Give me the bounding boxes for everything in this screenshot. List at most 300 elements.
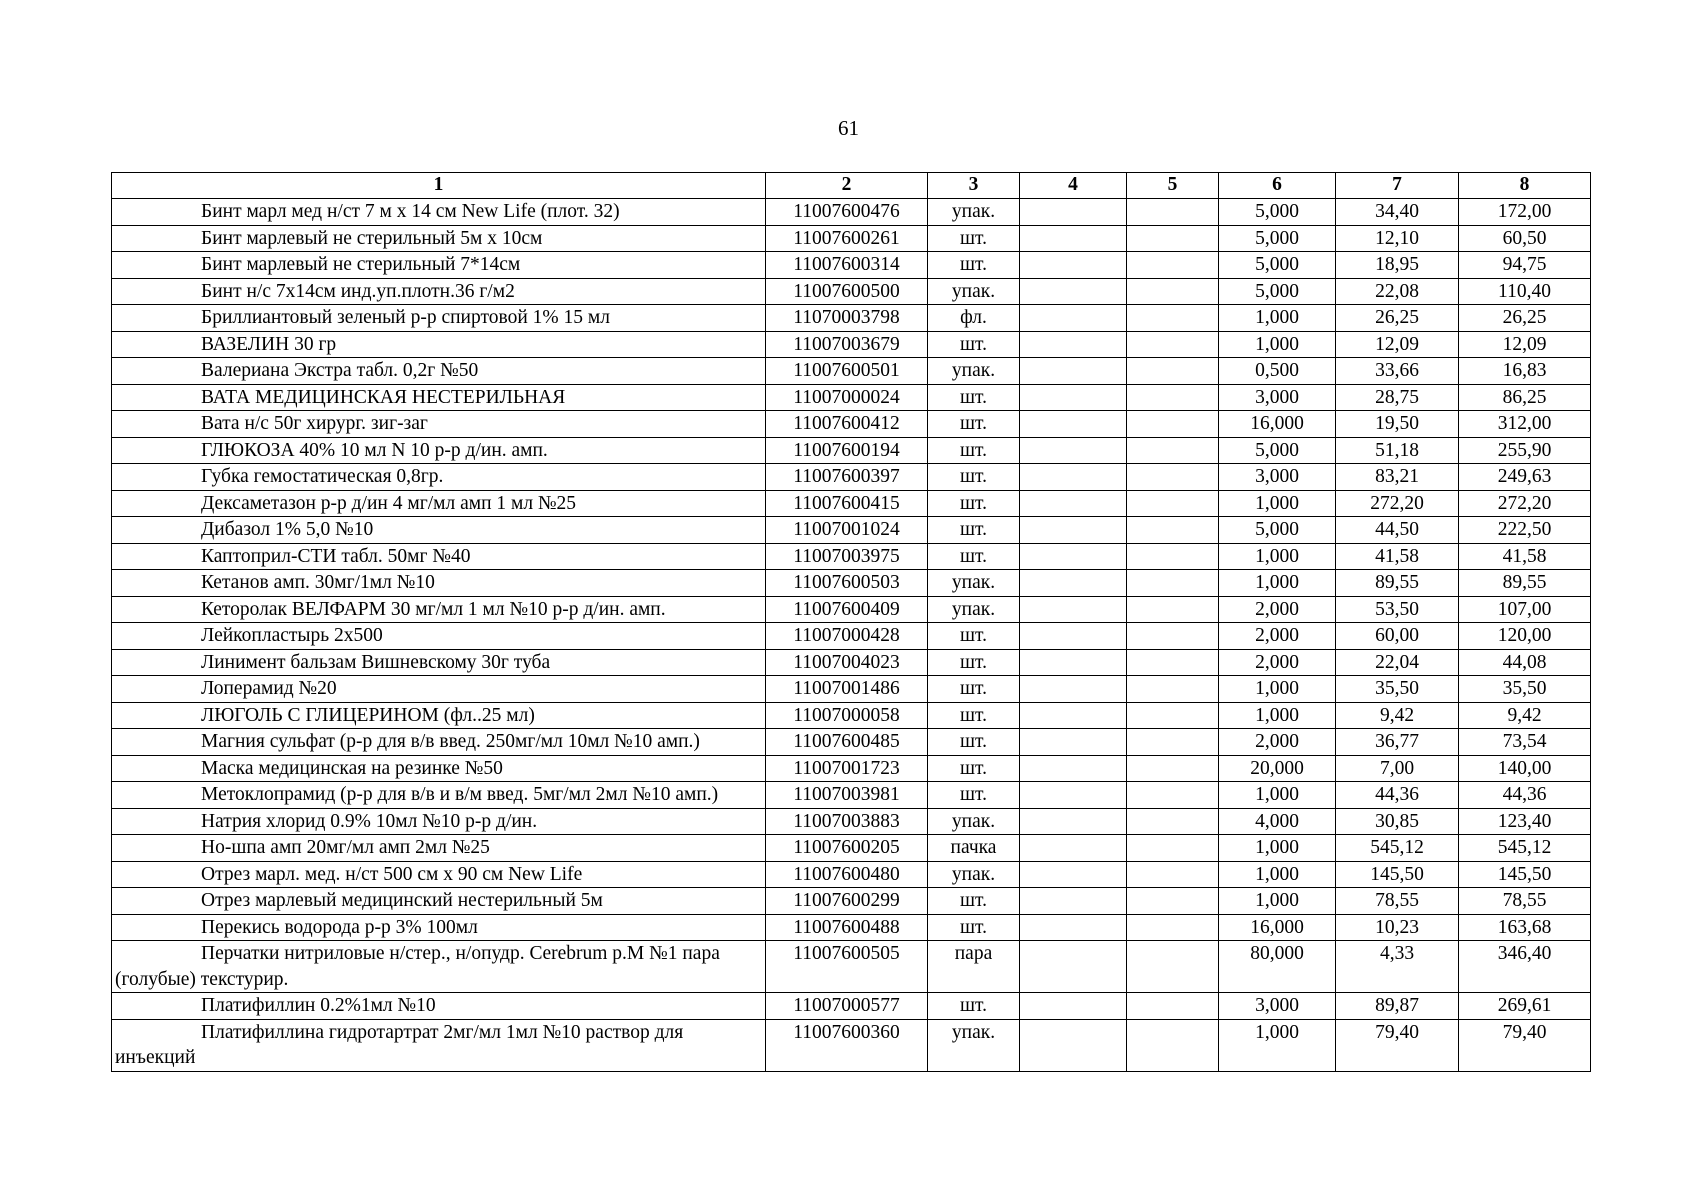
cell-col-4 — [1020, 331, 1127, 358]
column-header-8: 8 — [1459, 173, 1591, 199]
cell-sum: 35,50 — [1459, 676, 1591, 703]
cell-col-5 — [1127, 464, 1219, 491]
cell-item-name — [112, 993, 766, 1020]
cell-col-5 — [1127, 623, 1219, 650]
cell-unit: шт. — [928, 623, 1020, 650]
cell-item-name — [112, 676, 766, 703]
item-name-text: ЛЮГОЛЬ С ГЛИЦЕРИНОМ (фл..25 мл) — [201, 704, 535, 726]
cell-item-name — [112, 570, 766, 597]
cell-unit: шт. — [928, 384, 1020, 411]
cell-price: 79,40 — [1336, 1019, 1459, 1071]
cell-quantity: 1,000 — [1219, 702, 1336, 729]
cell-price: 60,00 — [1336, 623, 1459, 650]
column-header-5: 5 — [1127, 173, 1219, 199]
cell-item-name — [112, 384, 766, 411]
cell-sum: 172,00 — [1459, 199, 1591, 226]
cell-col-4 — [1020, 861, 1127, 888]
cell-quantity: 1,000 — [1219, 305, 1336, 332]
cell-unit: упак. — [928, 808, 1020, 835]
item-name-text: Кеторолак ВЕЛФАРМ 30 мг/мл 1 мл №10 р-р д/ин. амп. — [201, 598, 666, 620]
item-name-text: Дексаметазон р-р д/ин 4 мг/мл амп 1 мл №25 — [201, 492, 577, 514]
cell-col-4 — [1020, 517, 1127, 544]
cell-item-name — [112, 199, 766, 226]
cell-item-name — [112, 437, 766, 464]
cell-sum: 123,40 — [1459, 808, 1591, 835]
cell-item-code: 11007000024 — [766, 384, 928, 411]
cell-price: 35,50 — [1336, 676, 1459, 703]
cell-col-4 — [1020, 941, 1127, 993]
cell-col-4 — [1020, 702, 1127, 729]
item-name-text: ВАТА МЕДИЦИНСКАЯ НЕСТЕРИЛЬНАЯ — [201, 386, 566, 408]
table-row — [112, 411, 1591, 438]
cell-price: 22,08 — [1336, 278, 1459, 305]
table-row — [112, 702, 1591, 729]
cell-col-5 — [1127, 570, 1219, 597]
cell-item-name — [112, 729, 766, 756]
cell-col-5 — [1127, 888, 1219, 915]
item-name-text: Натрия хлорид 0.9% 10мл №10 р-р д/ин. — [201, 810, 538, 832]
cell-quantity: 80,000 — [1219, 941, 1336, 993]
cell-unit: упак. — [928, 570, 1020, 597]
item-name-text: Метоклопрамид (р-р для в/в и в/м введ. 5мг/мл 2мл №10 амп.) — [201, 784, 719, 805]
cell-item-code: 11007600194 — [766, 437, 928, 464]
cell-item-name — [112, 649, 766, 676]
cell-item-code: 11007000577 — [766, 993, 928, 1020]
cell-sum: 346,40 — [1459, 941, 1591, 993]
cell-col-4 — [1020, 543, 1127, 570]
cell-item-code: 11007600488 — [766, 914, 928, 941]
table-row — [112, 225, 1591, 252]
cell-price: 30,85 — [1336, 808, 1459, 835]
cell-sum: 12,09 — [1459, 331, 1591, 358]
cell-price: 12,09 — [1336, 331, 1459, 358]
cell-price: 145,50 — [1336, 861, 1459, 888]
cell-col-5 — [1127, 199, 1219, 226]
item-name-text: Перекись водорода р-р 3% 100мл — [201, 916, 478, 938]
cell-unit: упак. — [928, 861, 1020, 888]
cell-unit: шт. — [928, 411, 1020, 438]
cell-unit: шт. — [928, 993, 1020, 1020]
cell-item-code: 11007600485 — [766, 729, 928, 756]
cell-col-5 — [1127, 411, 1219, 438]
cell-col-4 — [1020, 437, 1127, 464]
cell-unit: упак. — [928, 199, 1020, 226]
table-row — [112, 199, 1591, 226]
cell-col-5 — [1127, 596, 1219, 623]
column-header-2: 2 — [766, 173, 928, 199]
table-row — [112, 437, 1591, 464]
cell-quantity: 3,000 — [1219, 464, 1336, 491]
cell-price: 53,50 — [1336, 596, 1459, 623]
cell-item-code: 11070003798 — [766, 305, 928, 332]
table-row — [112, 464, 1591, 491]
cell-col-4 — [1020, 490, 1127, 517]
cell-price: 26,25 — [1336, 305, 1459, 332]
cell-unit: шт. — [928, 729, 1020, 756]
cell-col-4 — [1020, 252, 1127, 279]
cell-price: 51,18 — [1336, 437, 1459, 464]
cell-item-code: 11007600500 — [766, 278, 928, 305]
cell-col-4 — [1020, 782, 1127, 809]
cell-quantity: 5,000 — [1219, 437, 1336, 464]
cell-price: 7,00 — [1336, 755, 1459, 782]
cell-item-name — [112, 1019, 766, 1071]
item-name-text: Дибазол 1% 5,0 №10 — [201, 519, 374, 540]
cell-unit: шт. — [928, 702, 1020, 729]
table-row — [112, 993, 1591, 1020]
table-row — [112, 358, 1591, 385]
cell-price: 33,66 — [1336, 358, 1459, 385]
cell-sum: 44,36 — [1459, 782, 1591, 809]
cell-item-name — [112, 941, 766, 993]
cell-item-code: 11007600476 — [766, 199, 928, 226]
cell-price: 9,42 — [1336, 702, 1459, 729]
cell-item-code: 11007004023 — [766, 649, 928, 676]
cell-col-4 — [1020, 888, 1127, 915]
cell-item-code: 11007000058 — [766, 702, 928, 729]
cell-unit: шт. — [928, 331, 1020, 358]
cell-sum: 60,50 — [1459, 225, 1591, 252]
cell-quantity: 2,000 — [1219, 649, 1336, 676]
cell-col-5 — [1127, 649, 1219, 676]
cell-col-5 — [1127, 676, 1219, 703]
cell-unit: шт. — [928, 490, 1020, 517]
table-row — [112, 252, 1591, 279]
item-name-text: Бинт марл мед н/ст 7 м х 14 см New Life (плот. 32) — [201, 201, 620, 222]
item-name-text: Платифиллин 0.2%1мл №10 — [201, 995, 436, 1016]
cell-quantity: 5,000 — [1219, 278, 1336, 305]
item-name-text: Лейкопластырь 2х500 — [201, 625, 383, 646]
cell-price: 44,50 — [1336, 517, 1459, 544]
cell-unit: шт. — [928, 437, 1020, 464]
cell-col-4 — [1020, 199, 1127, 226]
cell-item-code: 11007600480 — [766, 861, 928, 888]
cell-sum: 79,40 — [1459, 1019, 1591, 1071]
cell-quantity: 1,000 — [1219, 782, 1336, 809]
table-body — [112, 199, 1591, 1072]
cell-col-4 — [1020, 225, 1127, 252]
table-row — [112, 782, 1591, 809]
table-row — [112, 517, 1591, 544]
cell-item-code: 11007600261 — [766, 225, 928, 252]
cell-item-code: 11007003679 — [766, 331, 928, 358]
cell-price: 89,87 — [1336, 993, 1459, 1020]
cell-col-5 — [1127, 437, 1219, 464]
cell-item-name — [112, 888, 766, 915]
cell-unit: шт. — [928, 782, 1020, 809]
cell-sum: 26,25 — [1459, 305, 1591, 332]
cell-sum: 44,08 — [1459, 649, 1591, 676]
cell-price: 34,40 — [1336, 199, 1459, 226]
cell-item-name — [112, 358, 766, 385]
cell-col-4 — [1020, 596, 1127, 623]
cell-quantity: 2,000 — [1219, 623, 1336, 650]
cell-quantity: 0,500 — [1219, 358, 1336, 385]
table-row — [112, 384, 1591, 411]
table-row — [112, 305, 1591, 332]
cell-col-4 — [1020, 384, 1127, 411]
cell-col-4 — [1020, 729, 1127, 756]
table-row — [112, 941, 1591, 993]
cell-col-4 — [1020, 464, 1127, 491]
column-header-6: 6 — [1219, 173, 1336, 199]
cell-col-5 — [1127, 358, 1219, 385]
cell-quantity: 2,000 — [1219, 596, 1336, 623]
cell-col-4 — [1020, 305, 1127, 332]
cell-sum: 78,55 — [1459, 888, 1591, 915]
table-row — [112, 543, 1591, 570]
cell-quantity: 2,000 — [1219, 729, 1336, 756]
item-name-text: Отрез марл. мед. н/ст 500 см х 90 см New Life — [201, 863, 583, 885]
item-name-text: ГЛЮКОЗА 40% 10 мл N 10 р-р д/ин. амп. — [201, 439, 548, 461]
cell-col-5 — [1127, 861, 1219, 888]
cell-col-5 — [1127, 993, 1219, 1020]
cell-item-code: 11007003883 — [766, 808, 928, 835]
cell-col-5 — [1127, 835, 1219, 862]
cell-col-4 — [1020, 993, 1127, 1020]
column-header-4: 4 — [1020, 173, 1127, 199]
cell-item-code: 11007600360 — [766, 1019, 928, 1071]
item-name-text: Бриллиантовый зеленый р-р спиртовой 1% 15 мл — [201, 307, 610, 328]
cell-quantity: 1,000 — [1219, 835, 1336, 862]
cell-unit: пара — [928, 941, 1020, 993]
cell-quantity: 1,000 — [1219, 861, 1336, 888]
table-row — [112, 331, 1591, 358]
cell-unit: шт. — [928, 914, 1020, 941]
cell-col-5 — [1127, 278, 1219, 305]
cell-sum: 222,50 — [1459, 517, 1591, 544]
cell-col-4 — [1020, 570, 1127, 597]
cell-item-name — [112, 623, 766, 650]
cell-price: 18,95 — [1336, 252, 1459, 279]
cell-col-4 — [1020, 1019, 1127, 1071]
cell-col-5 — [1127, 305, 1219, 332]
cell-col-5 — [1127, 543, 1219, 570]
cell-item-code: 11007001486 — [766, 676, 928, 703]
table-row — [112, 1019, 1591, 1071]
cell-unit: упак. — [928, 1019, 1020, 1071]
cell-quantity: 1,000 — [1219, 888, 1336, 915]
item-name-text: Бинт марлевый не стерильный 5м х 10см — [201, 227, 543, 249]
cell-item-code: 11007600505 — [766, 941, 928, 993]
cell-col-5 — [1127, 331, 1219, 358]
cell-unit: фл. — [928, 305, 1020, 332]
cell-unit: шт. — [928, 649, 1020, 676]
cell-sum: 140,00 — [1459, 755, 1591, 782]
cell-quantity: 1,000 — [1219, 543, 1336, 570]
item-name-text: Бинт марлевый не стерильный 7*14см — [201, 254, 521, 275]
cell-col-4 — [1020, 623, 1127, 650]
cell-quantity: 4,000 — [1219, 808, 1336, 835]
cell-item-name — [112, 782, 766, 809]
cell-price: 89,55 — [1336, 570, 1459, 597]
cell-col-4 — [1020, 411, 1127, 438]
table-row — [112, 888, 1591, 915]
cell-sum: 16,83 — [1459, 358, 1591, 385]
cell-col-5 — [1127, 729, 1219, 756]
column-header-3: 3 — [928, 173, 1020, 199]
cell-unit: шт. — [928, 888, 1020, 915]
cell-unit: шт. — [928, 517, 1020, 544]
cell-unit: шт. — [928, 225, 1020, 252]
cell-col-4 — [1020, 808, 1127, 835]
cell-sum: 110,40 — [1459, 278, 1591, 305]
cell-col-5 — [1127, 252, 1219, 279]
cell-sum: 9,42 — [1459, 702, 1591, 729]
cell-item-code: 11007600397 — [766, 464, 928, 491]
cell-item-name — [112, 464, 766, 491]
table-row — [112, 278, 1591, 305]
cell-item-name — [112, 517, 766, 544]
item-name-text: Отрез марлевый медицинский нестерильный 5м — [201, 890, 603, 911]
cell-item-code: 11007600412 — [766, 411, 928, 438]
item-name-text: Вата н/с 50г хирург. зиг-заг — [201, 413, 428, 434]
cell-unit: шт. — [928, 464, 1020, 491]
cell-unit: шт. — [928, 755, 1020, 782]
cell-item-name — [112, 702, 766, 729]
table-row — [112, 835, 1591, 862]
cell-col-5 — [1127, 755, 1219, 782]
cell-item-name — [112, 411, 766, 438]
item-name-text: Валериана Экстра табл. 0,2г №50 — [201, 360, 479, 381]
cell-quantity: 1,000 — [1219, 331, 1336, 358]
item-name-text: Бинт н/с 7х14см инд.уп.плотн.36 г/м2 — [201, 280, 515, 302]
cell-unit: упак. — [928, 358, 1020, 385]
inventory-table — [111, 172, 1591, 1072]
cell-sum: 249,63 — [1459, 464, 1591, 491]
cell-sum: 272,20 — [1459, 490, 1591, 517]
cell-price: 4,33 — [1336, 941, 1459, 993]
cell-quantity: 3,000 — [1219, 993, 1336, 1020]
table-row — [112, 596, 1591, 623]
cell-sum: 86,25 — [1459, 384, 1591, 411]
item-name-text: Но-шпа амп 20мг/мл амп 2мл №25 — [201, 837, 490, 858]
cell-sum: 545,12 — [1459, 835, 1591, 862]
cell-unit: шт. — [928, 543, 1020, 570]
cell-sum: 255,90 — [1459, 437, 1591, 464]
cell-item-code: 11007001024 — [766, 517, 928, 544]
cell-item-code: 11007600205 — [766, 835, 928, 862]
cell-price: 78,55 — [1336, 888, 1459, 915]
cell-item-name — [112, 914, 766, 941]
cell-price: 41,58 — [1336, 543, 1459, 570]
cell-col-5 — [1127, 490, 1219, 517]
cell-col-5 — [1127, 914, 1219, 941]
cell-item-name — [112, 225, 766, 252]
cell-item-code: 11007600314 — [766, 252, 928, 279]
cell-item-name — [112, 861, 766, 888]
cell-quantity: 3,000 — [1219, 384, 1336, 411]
cell-quantity: 20,000 — [1219, 755, 1336, 782]
cell-item-code: 11007003981 — [766, 782, 928, 809]
table-row — [112, 649, 1591, 676]
cell-item-code: 11007600503 — [766, 570, 928, 597]
item-name-text: Каптоприл-СТИ табл. 50мг №40 — [201, 545, 471, 567]
table-row — [112, 676, 1591, 703]
cell-col-5 — [1127, 941, 1219, 993]
cell-unit: пачка — [928, 835, 1020, 862]
cell-price: 28,75 — [1336, 384, 1459, 411]
item-name-text: Губка гемостатическая 0,8гр. — [201, 466, 444, 487]
item-name-text: Перчатки нитриловые н/стер., н/опудр. Cerebrum р.М №1 пара (голубые) текстурир. — [115, 943, 720, 990]
column-header-7: 7 — [1336, 173, 1459, 199]
cell-item-code: 11007600299 — [766, 888, 928, 915]
cell-item-name — [112, 490, 766, 517]
item-name-text: Магния сульфат (р-р для в/в введ. 250мг/мл 10мл №10 амп.) — [201, 731, 700, 752]
cell-unit: шт. — [928, 252, 1020, 279]
item-name-text: ВАЗЕЛИН 30 гр — [201, 333, 337, 355]
cell-item-name — [112, 596, 766, 623]
table-row — [112, 861, 1591, 888]
cell-col-5 — [1127, 225, 1219, 252]
table-row — [112, 914, 1591, 941]
table-row — [112, 623, 1591, 650]
cell-col-4 — [1020, 278, 1127, 305]
cell-item-code: 11007600415 — [766, 490, 928, 517]
cell-quantity: 5,000 — [1219, 517, 1336, 544]
cell-quantity: 1,000 — [1219, 676, 1336, 703]
cell-col-4 — [1020, 755, 1127, 782]
cell-col-5 — [1127, 1019, 1219, 1071]
cell-item-name — [112, 543, 766, 570]
cell-col-5 — [1127, 808, 1219, 835]
cell-item-name — [112, 835, 766, 862]
cell-price: 10,23 — [1336, 914, 1459, 941]
cell-item-code: 11007600501 — [766, 358, 928, 385]
cell-quantity: 1,000 — [1219, 1019, 1336, 1071]
cell-price: 83,21 — [1336, 464, 1459, 491]
cell-quantity: 16,000 — [1219, 914, 1336, 941]
item-name-text: Линимент бальзам Вишневскому 30г туба — [201, 651, 551, 673]
cell-col-4 — [1020, 914, 1127, 941]
item-name-text: Маска медицинская на резинке №50 — [201, 757, 503, 779]
cell-price: 12,10 — [1336, 225, 1459, 252]
cell-item-name — [112, 808, 766, 835]
cell-sum: 94,75 — [1459, 252, 1591, 279]
cell-unit: шт. — [928, 676, 1020, 703]
cell-col-5 — [1127, 384, 1219, 411]
cell-price: 272,20 — [1336, 490, 1459, 517]
item-name-text: Платифиллина гидротартрат 2мг/мл 1мл №10 раствор для инъекций — [115, 1021, 684, 1068]
cell-price: 22,04 — [1336, 649, 1459, 676]
cell-price: 36,77 — [1336, 729, 1459, 756]
table-row — [112, 490, 1591, 517]
cell-col-5 — [1127, 782, 1219, 809]
cell-quantity: 5,000 — [1219, 225, 1336, 252]
table-row — [112, 755, 1591, 782]
cell-sum: 107,00 — [1459, 596, 1591, 623]
cell-col-4 — [1020, 835, 1127, 862]
page-number: 61 — [838, 116, 859, 140]
cell-sum: 73,54 — [1459, 729, 1591, 756]
cell-sum: 120,00 — [1459, 623, 1591, 650]
cell-item-name — [112, 331, 766, 358]
cell-col-4 — [1020, 358, 1127, 385]
cell-item-code: 11007003975 — [766, 543, 928, 570]
cell-col-5 — [1127, 702, 1219, 729]
table-row — [112, 729, 1591, 756]
cell-sum: 269,61 — [1459, 993, 1591, 1020]
cell-col-5 — [1127, 517, 1219, 544]
cell-item-name — [112, 755, 766, 782]
cell-sum: 41,58 — [1459, 543, 1591, 570]
cell-quantity: 1,000 — [1219, 570, 1336, 597]
column-header-1: 1 — [112, 173, 766, 199]
cell-price: 44,36 — [1336, 782, 1459, 809]
table-row — [112, 570, 1591, 597]
cell-col-4 — [1020, 676, 1127, 703]
cell-price: 19,50 — [1336, 411, 1459, 438]
